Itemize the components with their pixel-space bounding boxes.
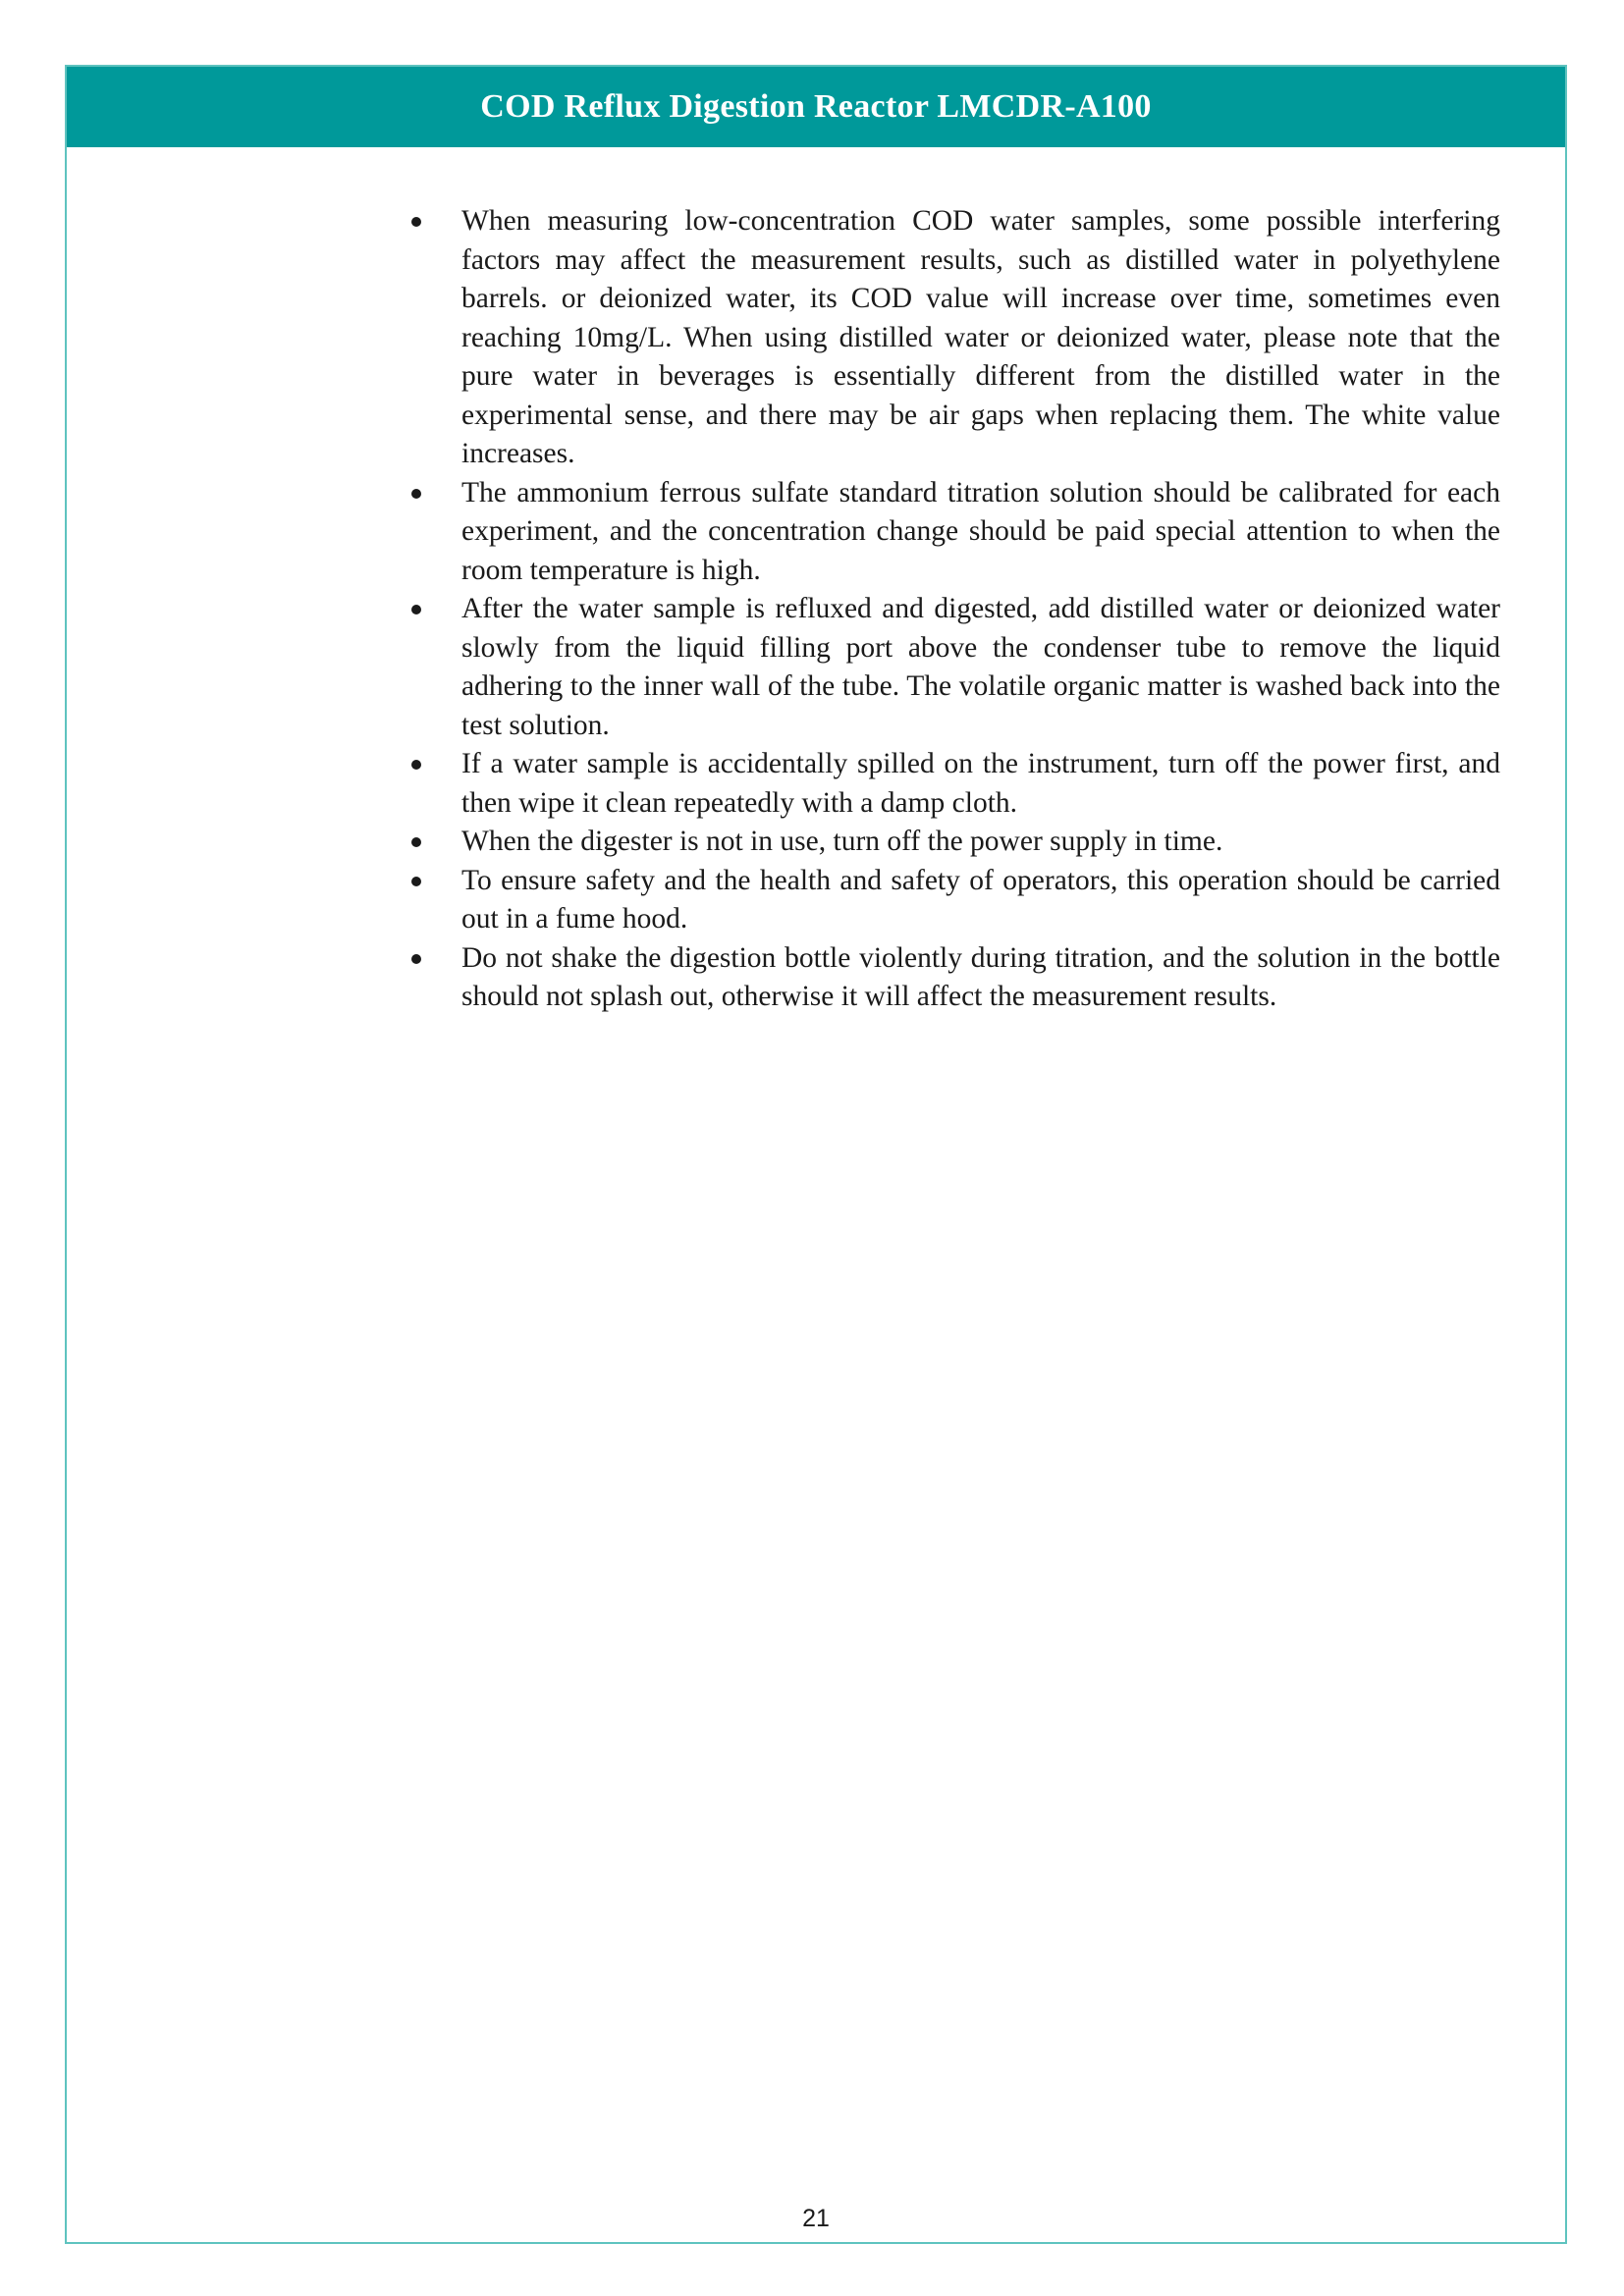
bullet-icon	[411, 217, 421, 227]
list-item-text: After the water sample is refluxed and digested, add distilled water or deionized water slowly from the liquid filling port above the condenser tube to remove the liquid adhering to the inner wall of the tube. The volatile organic matter is washed back into the test solution.	[461, 593, 1500, 741]
bullet-icon	[411, 877, 421, 886]
list-item-text: Do not shake the digestion bottle violently during titration, and the solution in the bottle should not splash out, otherwise it will affect the measurement results.	[461, 941, 1500, 1012]
list-item-text: The ammonium ferrous sulfate standard titration solution should be calibrated for each experiment, and the concentration change should be paid special attention to when the room temperature is high.	[461, 476, 1500, 586]
list-item	[397, 939, 1500, 1017]
list-item	[397, 474, 1500, 591]
document-title: COD Reflux Digestion Reactor LMCDR-A100	[480, 88, 1152, 125]
bullet-icon	[411, 954, 421, 964]
list-item-text: To ensure safety and the health and safety of operators, this operation should be carried out in a fume hood.	[461, 864, 1500, 934]
list-item-text: When the digester is not in use, turn off the power supply in time.	[461, 826, 1223, 857]
list-item	[397, 590, 1500, 745]
page-content	[397, 202, 1500, 1017]
page-frame	[65, 65, 1567, 2244]
list-item-text: If a water sample is accidentally spilled on the instrument, turn off the power first, and then wipe it clean repeatedly with a damp cloth.	[461, 748, 1500, 819]
bullet-icon	[411, 489, 421, 499]
list-item	[397, 862, 1500, 939]
bullet-icon	[411, 605, 421, 614]
list-item-text: When measuring low-concentration COD water samples, some possible interfering factors may affect the measurement results, such as distilled water in polyethylene barrels. or deionized water, its COD value will increase over time, sometimes even reaching 10mg/L. When using distilled water or deionized water, please note that the pure water in beverages is essentially different from the distilled water in the experimental sense, and there may be air gaps when replacing them. The white value increases.	[461, 205, 1500, 469]
list-item	[397, 823, 1500, 862]
list-item	[397, 745, 1500, 823]
bullet-icon	[411, 837, 421, 847]
header-bar	[67, 67, 1565, 147]
bullet-icon	[411, 760, 421, 770]
page-number: 21	[802, 2205, 830, 2232]
list-item	[397, 202, 1500, 474]
precautions-list	[397, 202, 1500, 1017]
